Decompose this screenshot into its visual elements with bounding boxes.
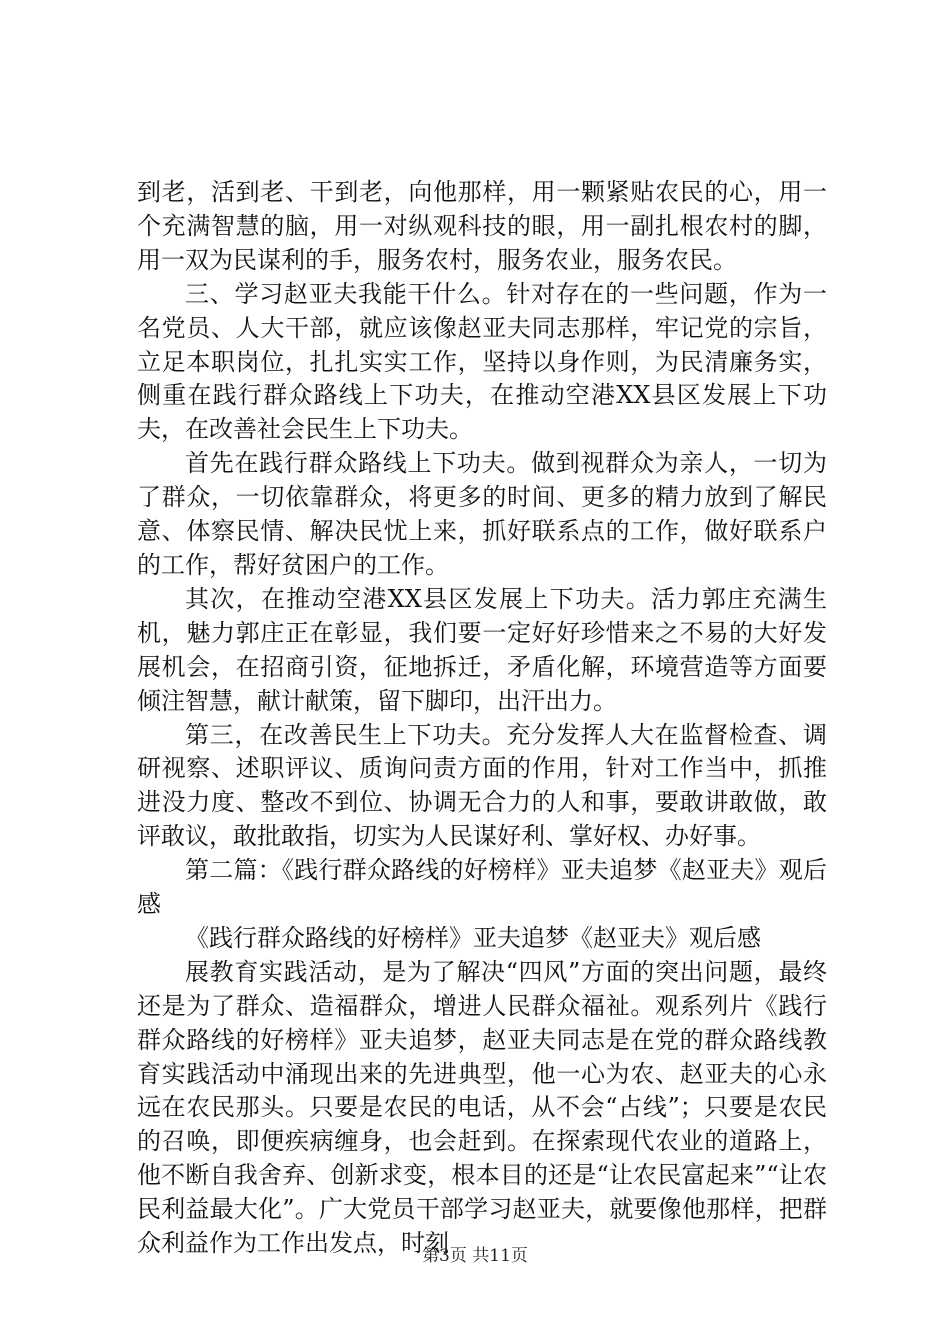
- paragraph-second-point: 其次，在推动空港XX县区发展上下功夫。活力郭庄充满生机，魅力郭庄正在彰显，我们要一定好好珍惜来之不易的大好发展机会，在招商引资，征地拆迁，矛盾化解，环境营造等方面要倾注智慧，献计献策，留下脚印，出汗出力。: [137, 584, 827, 715]
- paragraph-first-point: 首先在践行群众路线上下功夫。做到视群众为亲人，一切为了群众，一切依靠群众，将更多的时间、更多的精力放到了解民意、体察民情、解决民忧上来，抓好联系点的工作，做好联系户的工作，帮好贫困户的工作。: [137, 449, 827, 579]
- paragraph-continuation: 到老，活到老、干到老，向他那样，用一颗紧贴农民的心，用一个充满智慧的脑，用一对纵观科技的眼，用一副扎根农村的脚，用一双为民谋利的手，服务农村，服务农业，服务农民。: [137, 178, 827, 274]
- paragraph-article-body: 展教育实践活动，是为了解决“四风”方面的突出问题，最终还是为了群众、造福群众，增进人民群众福祉。观系列片《践行群众路线的好榜样》亚夫追梦，赵亚夫同志是在党的群众路线教育实践活动中涌现出来的先进典型，他一心为农、赵亚夫的心永远在农民那头。只要是农民的电话，从不会“占线”；只要是农民的召唤，即便疾病缠身，也会赶到。在探索现代农业的道路上，他不断自我舍弃、创新求变，根本目的还是“让农民富起来”“让农民利益最大化”。广大党员干部学习赵亚夫，就要像他那样，把群众利益作为工作出发点，时刻: [137, 957, 827, 1258]
- chapter-heading: 第二篇：《践行群众路线的好榜样》亚夫追梦《赵亚夫》观后感: [137, 856, 827, 919]
- paragraph-third-point: 第三，在改善民生上下功夫。充分发挥人大在监督检查、调研视察、述职评议、质询问责方面的作用，针对工作当中，抓推进没力度、整改不到位、协调无合力的人和事，要敢讲敢做，敢评敢议，敢批敢指，切实为人民谋好利、掌好权、办好事。: [137, 720, 827, 851]
- article-title: 《践行群众路线的好榜样》亚夫追梦《赵亚夫》观后感: [185, 923, 761, 952]
- body-text: [137, 176, 827, 1261]
- page-footer: 第3页 共11页: [422, 1246, 528, 1266]
- paragraph-section-three: 三、学习赵亚夫我能干什么。针对存在的一些问题，作为一名党员、人大干部，就应该像赵亚夫同志那样，牢记党的宗旨，立足本职岗位，扎扎实实工作，坚持以身作则，为民清廉务实，侧重在践行群众路线上下功夫，在推动空港XX县区发展上下功夫，在改善社会民生上下功夫。: [137, 279, 827, 444]
